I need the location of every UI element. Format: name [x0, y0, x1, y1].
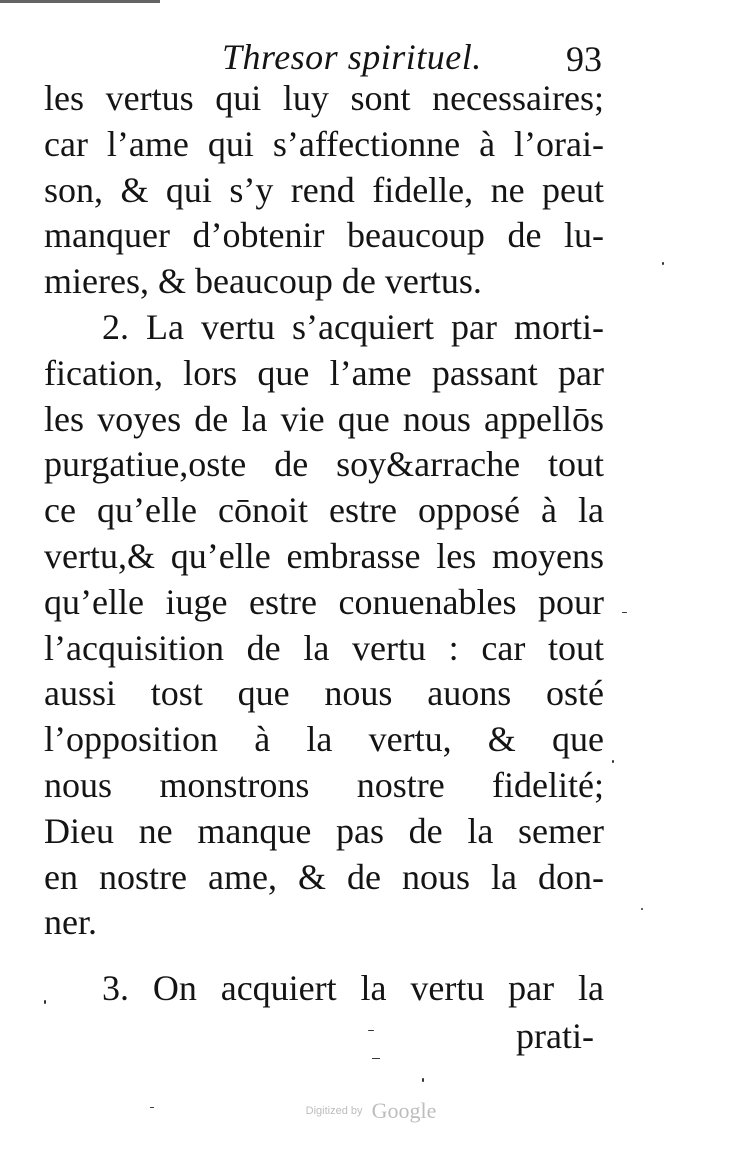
- text-line: manquer d’obtenir beaucoup de lu-: [44, 215, 604, 256]
- text-line: en nostre ame, & de nous la don-: [44, 856, 604, 897]
- body-text: [44, 76, 604, 1060]
- text-line: vertu,& qu’elle embrasse les moyens: [44, 535, 604, 576]
- scan-speck: [368, 1030, 374, 1031]
- text-line: purgatiue,oste de soy&arrache tout: [44, 444, 604, 485]
- catchword: prati-: [516, 1015, 594, 1056]
- text-line: fication, lors que l’ame passant par: [44, 352, 604, 393]
- text-line: ce qu’elle cōnoit estre opposé à la: [44, 490, 604, 531]
- watermark-brand: Google: [371, 1098, 437, 1123]
- text-line: aussi tost que nous auons osté: [44, 673, 604, 714]
- text-line: son, & qui s’y rend fidelle, ne peut: [44, 169, 604, 210]
- text-line: nous monstrons nostre fidelité;: [44, 764, 604, 805]
- text-line: car l’ame qui s’affectionne à l’orai-: [44, 123, 604, 164]
- top-edge-rule: [0, 0, 160, 9]
- text-line: les voyes de la vie que nous appellōs: [44, 398, 604, 439]
- scan-speck: [641, 908, 643, 910]
- text-line: l’acquisition de la vertu : car tout: [44, 627, 604, 668]
- text-line: ner.: [44, 902, 97, 943]
- page-header: [0, 30, 742, 82]
- digitization-watermark: [0, 1098, 742, 1124]
- paragraph-2-first-line: 2. La vertu s’acquiert par morti-: [102, 306, 604, 347]
- paragraph-3-first-line: 3. On acquiert la vertu par la: [102, 968, 604, 1009]
- text-line: les vertus qui luy sont necessaires;: [44, 78, 604, 118]
- text-line: l’opposition à la vertu, & que: [44, 719, 604, 760]
- text-line: qu’elle iuge estre conuenables pour: [44, 581, 604, 622]
- text-line: Dieu ne manque pas de la semer: [44, 810, 604, 851]
- scan-speck: [622, 612, 627, 613]
- scan-speck: [662, 262, 664, 265]
- page-number: 93: [566, 39, 602, 79]
- text-line: mieres, & beaucoup de vertus.: [44, 261, 482, 302]
- paragraph-gap: [44, 946, 604, 966]
- scan-speck: [44, 1000, 46, 1004]
- running-title: Thresor spirituel.: [222, 37, 482, 77]
- scan-speck: [422, 1078, 424, 1082]
- scan-speck: [612, 760, 614, 763]
- scan-speck: [372, 1058, 380, 1059]
- watermark-prefix: Digitized by: [305, 1105, 363, 1117]
